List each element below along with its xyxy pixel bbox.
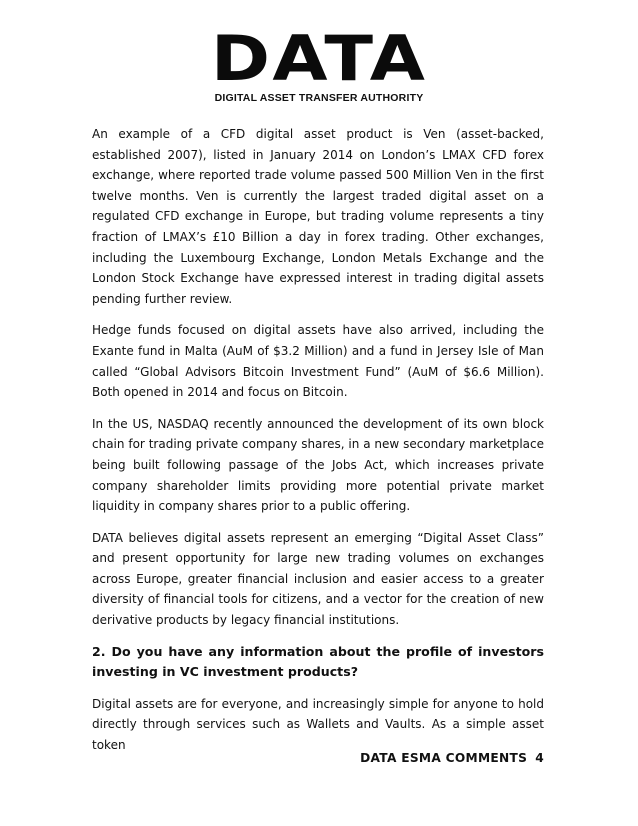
page-number: 4 — [535, 751, 544, 765]
paragraph-digital-assets: Digital assets are for everyone, and increasingly simple for anyone to hold directly through services such as Wallets and Vaults. As a simple asset token — [92, 696, 544, 753]
paragraph-data-believes: DATA believes digital assets represent an emerging “Digital Asset Class” and present opportunity for large new trading volumes on exchanges across Europe, greater financial inclusion and easier access to a greater diversity of financial tools for citizens, and a vector for the creation of new derivative products by legacy financial institutions. — [92, 530, 544, 628]
footer-label: DATA ESMA COMMENTS — [360, 751, 528, 765]
data-logo: DATA — [210, 22, 428, 95]
logo-subtitle: DIGITAL ASSET TRANSFER AUTHORITY — [214, 92, 424, 104]
document-body — [92, 124, 544, 767]
paragraph-hedge-funds: Hedge funds focused on digital assets have also arrived, including the Exante fund in Malta (AuM of $3.2 Million) and a fund in Jersey Isle of Man called “Global Advisors Bitcoin Investment Fund” (AuM of $6.6 Million). Both opened in 2014 and focus on Bitcoin. — [92, 323, 544, 400]
page-footer — [360, 751, 544, 765]
paragraph-cfd-example: An example of a CFD digital asset product is Ven (asset-backed, established 2007), listed in January 2014 on London’s LMAX CFD forex exchange, where reported trade volume passed 500 Million Ven in the first twelve months. Ven is currently the largest traded digital asset on a regulated CFD exchange in Europe, but trading volume represents a tiny fraction of LMAX’s £10 Billion a day in forex trading. Other exchanges, including the Luxembourg Exchange, London Metals Exchange and the London Stock Exchange have expressed interest in trading digital assets pending further review. — [92, 127, 544, 306]
paragraph-nasdaq: In the US, NASDAQ recently announced the development of its own block chain for trading private company shares, in a new secondary marketplace being built following passage of the Jobs Act, which increases private company shareholder limits providing more potential private market liquidity in company shares prior to a public offering. — [92, 416, 544, 514]
question-heading: 2. Do you have any information about the profile of investors investing in VC investment products? — [92, 643, 544, 680]
page-header — [0, 22, 638, 104]
